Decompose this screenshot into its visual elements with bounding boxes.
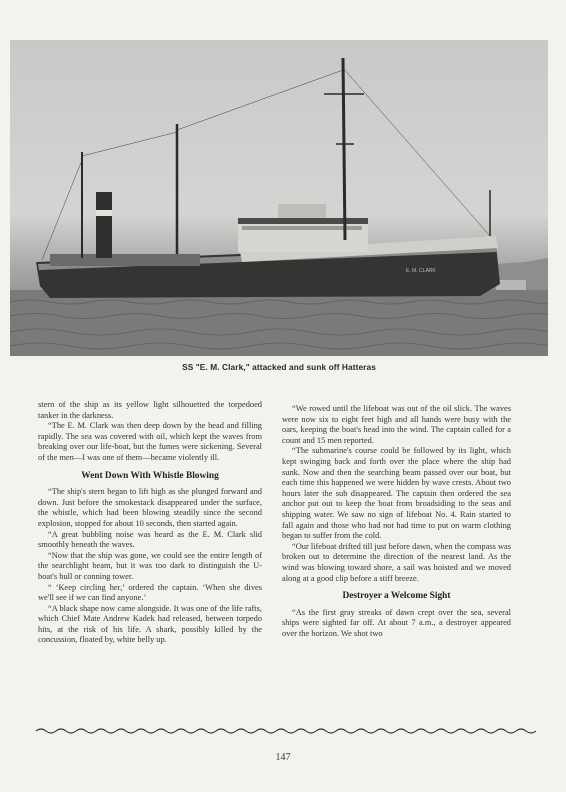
page-number: 147 [275,752,291,763]
sea [10,290,548,356]
photo-caption: SS "E. M. Clark," attacked and sunk off Hatteras [182,362,376,372]
paragraph: “The submarine's course could be followed by its light, which kept swinging back and forth over the place where the ship had sunk. Now and then the searching beam passed over our boat, but each time this happened we were hidden by wave crests. About two hours later the sub disappeared. The captain then ordered the sea anchor put out to keep the boat from broadsiding to the seas and shipping water. We saw no sign of lifeboat No. 4. Rain started to fall again and those who had not had time to put on warm clothing began to suffer from the cold. [282,446,511,541]
paragraph: “As the first gray streaks of dawn crept over the sea, several ships were sighted far off. At about 7 a.m., a destroyer appeared over the horizon. We shot two [282,607,511,638]
paragraph: “We rowed until the lifeboat was out of the oil slick. The waves were now six to eight feet high and all hands were busy with the oars, keeping the boat's head into the wind. The captain called for a count and 15 men reported. [282,404,511,445]
paragraph: “A great bubbling noise was heard as the E. M. Clark slid smoothly beneath the waves. [38,529,262,550]
right-column [282,404,511,639]
fore-mast [343,58,345,240]
ship-photograph [10,40,548,356]
paragraph: “Now that the ship was gone, we could see the entire length of the searchlight beam, but it was too dark to distinguish the U-boat's hull or conning tower. [38,550,262,581]
section-heading: Went Down With Whistle Blowing [81,470,219,481]
wavy-divider [36,726,536,736]
section-heading: Destroyer a Welcome Sight [342,591,451,602]
paragraph: “The ship's stern began to lift high as she plunged forward and down. Just before the smokestack disappeared under the surface, the whistle, which had been blowing steadily since the second explosion, stopped for about 10 seconds, then started again. [38,487,262,528]
paragraph: “A black shape now came alongside. It was one of the life rafts, which Chief Mate Andrew Kadek had released, between torpedo hits, at the risk of his life. A shark, possibly killed by the concussion, floated by, white belly up. [38,603,262,645]
left-column [38,400,262,646]
paragraph: “ ‘Keep circling her,’ ordered the captain. ‘When she dives we'll see if we can find anyone.’ [38,582,262,603]
paragraph: stern of the ship as its yellow light silhouetted the torpedoed tanker in the darkness. [38,400,262,420]
smokestack [96,192,112,258]
hull-name-marking: E. M. CLARK [406,268,436,274]
paragraph: “Our lifeboat drifted till just before dawn, when the compass was broken out to determine the direction of the nearest land. As the wind was blowing toward shore, a sail was hoisted and we moved along at a good clip before a stiff breeze. [282,541,511,583]
ship-illustration [10,40,548,356]
paragraph: “The E. M. Clark was then deep down by the head and filling rapidly. The sea was covered with oil, which kept the waves from breaking over our life-boat, but the fumes were sickening. Several of the men—I was one of them—became violently ill. [38,421,262,462]
